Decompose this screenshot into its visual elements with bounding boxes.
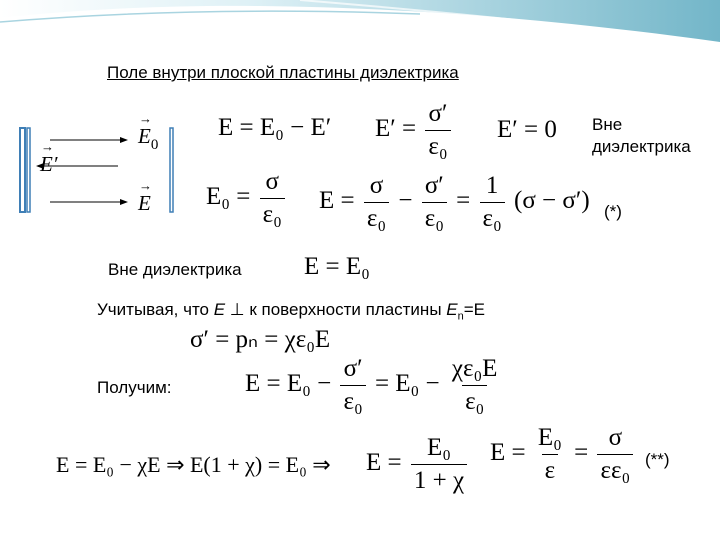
text-considering: Учитывая, что E ⊥ к поверхности пластины $E_n=E$ <box>97 300 486 323</box>
formula-eprime: E′ = $\frac{\sigma'}{\text{ε₀}}$ <box>375 100 454 161</box>
formula-eprime-zero: E′ = 0 <box>497 116 557 143</box>
label-e: → E <box>138 191 151 216</box>
formula-e-sigma: E = $\frac{\sigma}{\text{ε₀}}$ − $\frac{\sigma'}{\text{ε₀}}$ = $\frac{1}{\text{ε₀}}$ (σ − σ′) <box>319 172 590 232</box>
label-double-star: (**) <box>645 450 670 469</box>
header-decoration <box>0 0 720 60</box>
formula-e-chi: E = E₀ − $\frac{\sigma'}{\text{ε₀}}$ = E₀ − $\frac{\text{χε₀E}}{\text{ε₀}}$ <box>245 355 498 415</box>
label-e0: → $E_0$ <box>138 124 158 154</box>
label-outside-left: Вне диэлектрика <box>108 260 242 279</box>
label-star: (*) <box>604 202 622 221</box>
formula-e-result: E = $\frac{\text{E₀}}{1 + \chi}$ <box>366 434 470 495</box>
formula-e-equals-e0: E = E₀ <box>304 253 370 280</box>
formula-e-epsilon: E = $\frac{\text{E₀}}{\varepsilon}$ = $\frac{\sigma}{\text{εε₀}}$ <box>490 424 636 485</box>
slide-title: Поле внутри плоской пластины диэлектрика <box>107 63 459 82</box>
plate-right-inner <box>170 128 173 212</box>
formula-e0: E₀ = $\frac{\sigma}{\text{ε₀}}$ <box>206 168 288 229</box>
formula-e-balance: E = E₀ − E′ <box>218 114 332 141</box>
formula-sigma-prime: σ′ = pₙ = χε₀E <box>190 326 331 353</box>
label-eprime: → E′ <box>40 152 57 177</box>
plate-left-outer <box>20 128 25 212</box>
label-outside-top: Вне диэлектрика <box>592 115 691 156</box>
plate-left-inner <box>27 128 30 212</box>
text-we-get: Получим: <box>97 378 172 397</box>
formula-derivation: E = E₀ − χE ⇒ E(1 + χ) = E₀ ⇒ <box>56 452 331 477</box>
